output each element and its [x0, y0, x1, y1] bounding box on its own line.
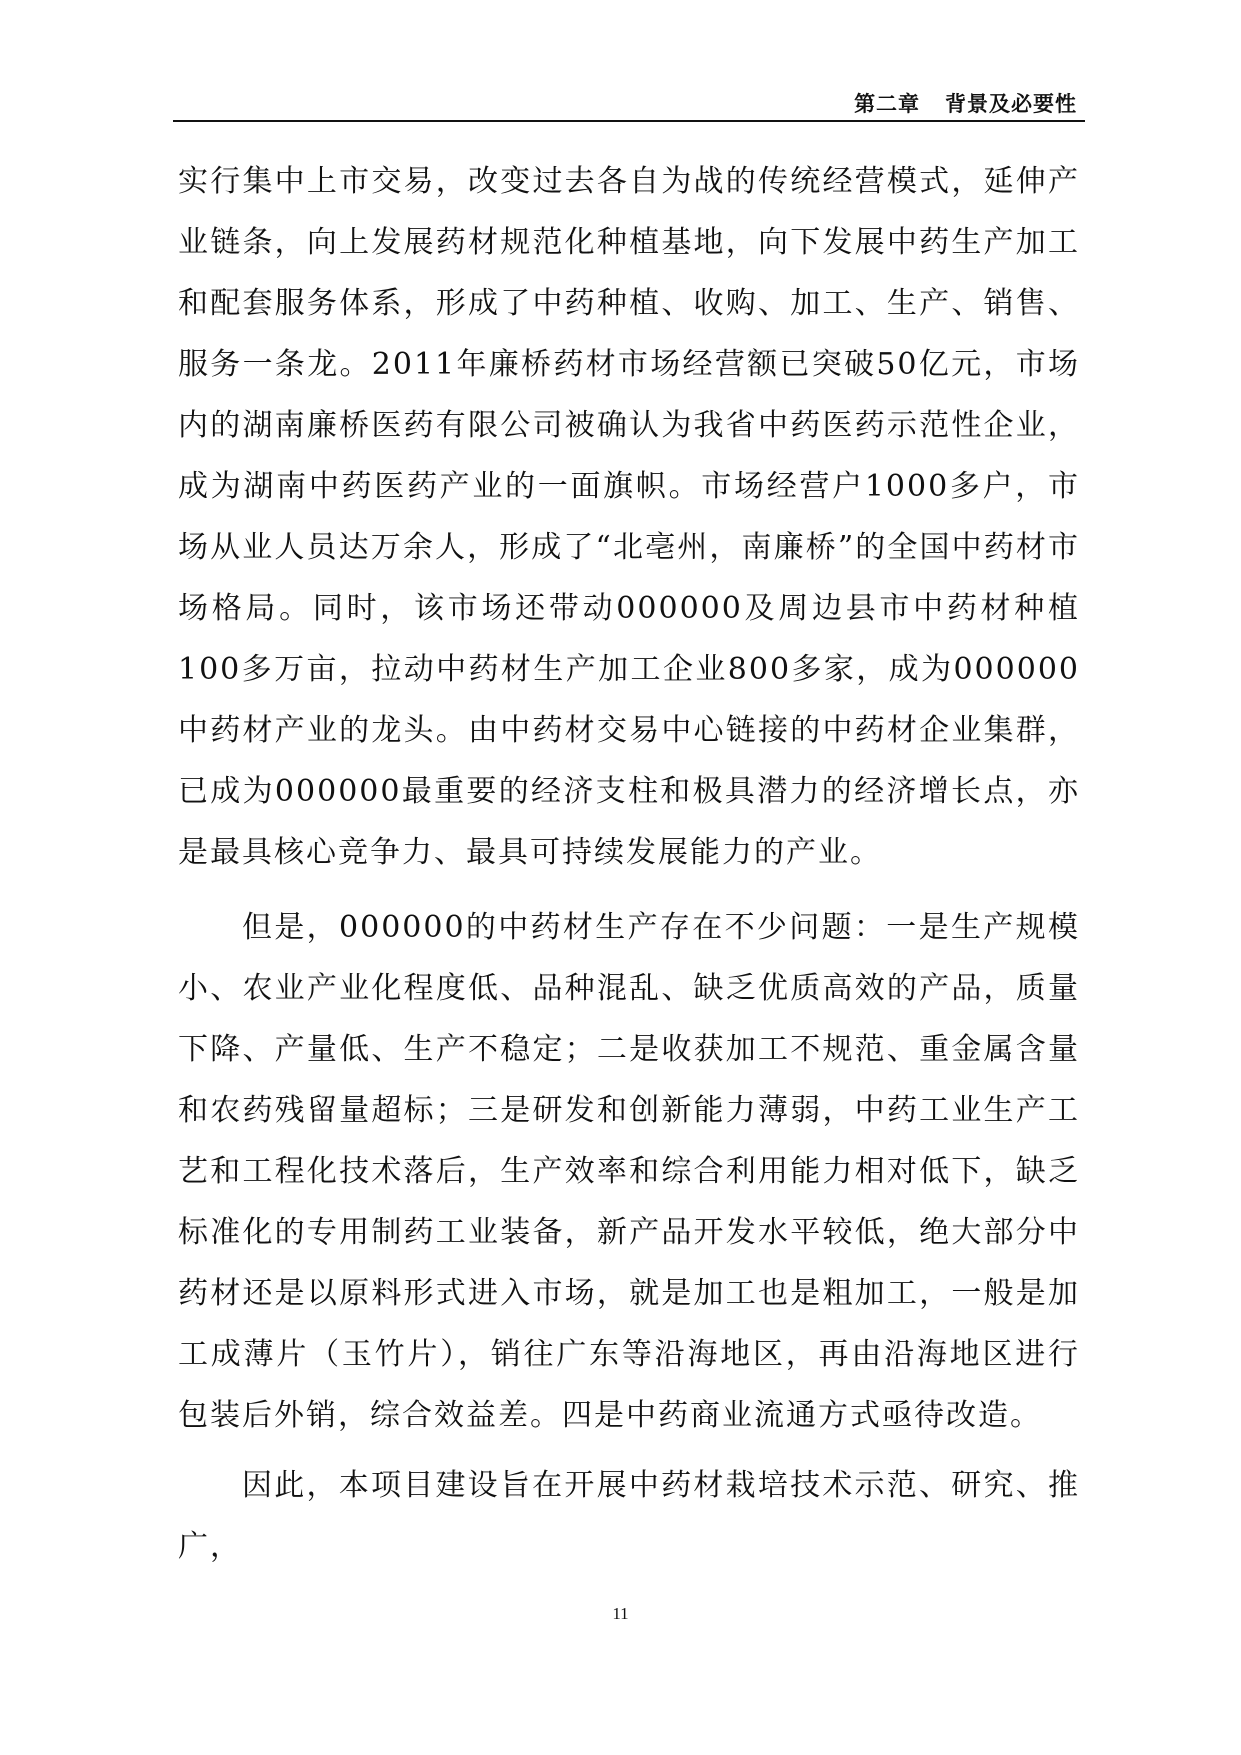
chapter-title: 第二章 背景及必要性: [854, 92, 1077, 116]
page-number: 11: [612, 1604, 629, 1623]
paragraph-conclusion: 因此，本项目建设旨在开展中药材栽培技术示范、研究、推广，: [178, 1468, 1080, 1564]
paragraph-continuation: 实行集中上市交易，改变过去各自为战的传统经营模式，延伸产业链条，向上发展药材规范化种植基地，向下发展中药生产加工和配套服务体系，形成了中药种植、收购、加工、生产、销售、服务一条龙。2011年廉桥药材市场经营额已突破50亿元，市场内的湖南廉桥医药有限公司被确认为我省中药医药示范性企业，成为湖南中药医药产业的一面旗帜。市场经营户1000多户，市场从业人员达万余人，形成了“北亳州，南廉桥”的全国中药材市场格局。同时，该市场还带动000000及周边县市中药材种植100多万亩，拉动中药材生产加工企业800多家，成为000000中药材产业的龙头。由中药材交易中心链接的中药材企业集群，已成为000000最重要的经济支柱和极具潜力的经济增长点，亦是最具核心竞争力、最具可持续发展能力的产业。: [178, 164, 1080, 870]
body-text: [178, 151, 1080, 1586]
paragraph-problems: 但是，000000的中药材生产存在不少问题：一是生产规模小、农业产业化程度低、品种混乱、缺乏优质高效的产品，质量下降、产量低、生产不稳定；二是收获加工不规范、重金属含量和农药残留量超标；三是研发和创新能力薄弱，中药工业生产工艺和工程化技术落后，生产效率和综合利用能力相对低下，缺乏标准化的专用制药工业装备，新产品开发水平较低，绝大部分中药材还是以原料形式进入市场，就是加工也是粗加工，一般是加工成薄片（玉竹片），销往广东等沿海地区，再由沿海地区进行包装后外销，综合效益差。四是中药商业流通方式亟待改造。: [178, 910, 1080, 1433]
page-header: [173, 80, 1085, 122]
